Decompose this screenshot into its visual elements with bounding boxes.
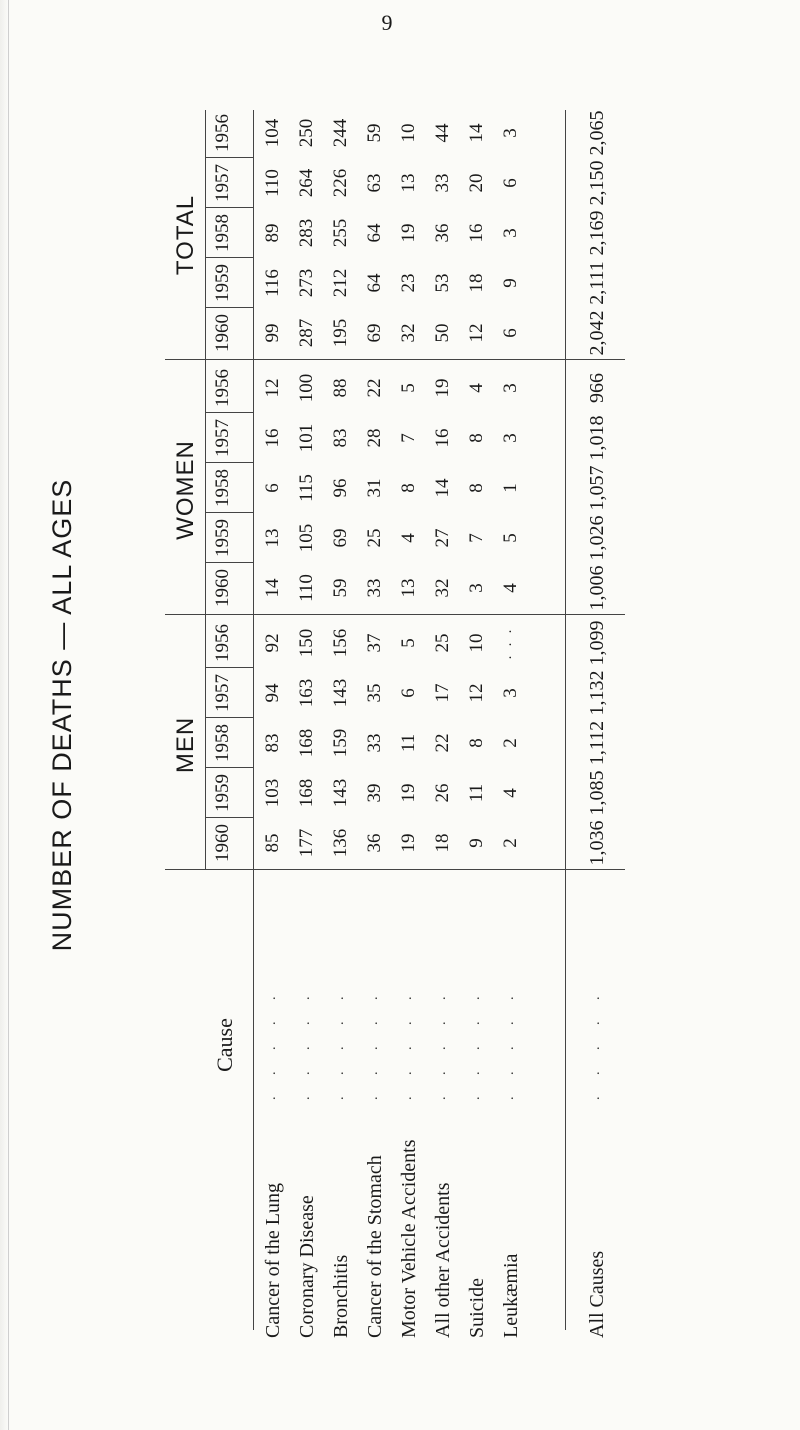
- table-cell: 12: [466, 683, 487, 703]
- table-cell: 35: [364, 683, 385, 703]
- table-cell: 101: [296, 423, 317, 453]
- table-cell: 116: [262, 269, 283, 297]
- table-cell: 4: [398, 533, 419, 543]
- group-label-men: MEN: [172, 716, 199, 774]
- table-cell: 5: [398, 383, 419, 393]
- table-cell: 3: [500, 383, 521, 393]
- table-cell: 8: [466, 433, 487, 443]
- table-cell: 25: [432, 633, 453, 653]
- table-cell: 177: [296, 828, 317, 858]
- table-cell: 156: [330, 628, 351, 658]
- column-rule: [165, 359, 625, 360]
- year-header: 1957: [212, 419, 233, 457]
- table-cell: 92: [262, 633, 283, 653]
- year-header: 1960: [212, 824, 233, 862]
- cause-column-header: Cause: [212, 1018, 237, 1072]
- leader-dots: . . . . .: [366, 987, 381, 1100]
- year-rule: [205, 412, 253, 413]
- table-cell: 33: [364, 733, 385, 753]
- table-cell: 69: [364, 323, 385, 343]
- table-cell: 3: [466, 583, 487, 593]
- table-cell: 89: [262, 223, 283, 243]
- year-header: 1957: [212, 674, 233, 712]
- total-cell: 1,112: [586, 720, 608, 766]
- total-cell: 1,057: [586, 465, 608, 511]
- table-cell: 85: [262, 833, 283, 853]
- total-cell: 1,036: [586, 820, 608, 866]
- table-cell: 18: [466, 273, 487, 293]
- table-cell: 104: [262, 118, 283, 148]
- total-cell: 1,132: [586, 670, 608, 716]
- table-cell: 36: [432, 223, 453, 243]
- total-cell: 1,026: [586, 515, 608, 561]
- table-cell: 115: [296, 474, 317, 502]
- table-cell: 11: [398, 733, 419, 753]
- year-header: 1958: [212, 469, 233, 507]
- table-cell: 26: [432, 783, 453, 803]
- total-cell: 2,169: [586, 210, 608, 256]
- leader-dots: . . . . .: [264, 987, 279, 1100]
- table-cell: 1: [500, 483, 521, 493]
- table-cell: 150: [296, 628, 317, 658]
- table-cell: 44: [432, 123, 453, 143]
- table-cell: 255: [330, 218, 351, 248]
- year-header: 1960: [212, 314, 233, 352]
- total-cell: 2,042: [586, 310, 608, 356]
- cause-name: Cancer of the Stomach: [364, 1155, 386, 1338]
- table-cell: 8: [466, 483, 487, 493]
- table-cell: 28: [364, 428, 385, 448]
- leader-dots: . . . . .: [400, 987, 415, 1100]
- table-cell: 5: [500, 533, 521, 543]
- table-cell: 18: [432, 833, 453, 853]
- table-cell: 2: [500, 838, 521, 848]
- table-cell: 12: [262, 378, 283, 398]
- cause-name-all: All Causes: [586, 1250, 608, 1338]
- table-cell: 110: [262, 169, 283, 197]
- table-cell: 250: [296, 118, 317, 148]
- table-cell: 6: [398, 688, 419, 698]
- table-cell: 27: [432, 528, 453, 548]
- year-rule: [205, 667, 253, 668]
- header-rule: [253, 110, 254, 1330]
- table-cell: 10: [398, 123, 419, 143]
- table-cell: 7: [398, 433, 419, 443]
- year-rule: [205, 562, 253, 563]
- year-header: 1956: [212, 369, 233, 407]
- page-number: 9: [381, 10, 393, 35]
- year-rule: [205, 257, 253, 258]
- cause-name: Motor Vehicle Accidents: [398, 1139, 420, 1338]
- table-cell: 110: [296, 574, 317, 602]
- table-cell: 195: [330, 318, 351, 348]
- year-header: 1956: [212, 624, 233, 662]
- table-cell: 37: [364, 633, 385, 653]
- table-cell: 103: [262, 778, 283, 808]
- table-cell: 4: [500, 788, 521, 798]
- year-rule: [205, 512, 253, 513]
- table-cell: 23: [398, 273, 419, 293]
- table-title: NUMBER OF DEATHS — ALL AGES: [47, 478, 77, 952]
- year-rule: [205, 157, 253, 158]
- leader-dots: . . . . .: [468, 987, 483, 1100]
- table-cell: 6: [500, 328, 521, 338]
- table-cell: 12: [466, 323, 487, 343]
- group-header-rule: [205, 110, 206, 870]
- cause-name: Leukæmia: [500, 1253, 522, 1338]
- leader-dots: . . . . .: [298, 987, 313, 1100]
- column-rule: [165, 869, 625, 870]
- year-header: 1957: [212, 164, 233, 202]
- table-cell: 14: [262, 578, 283, 598]
- table-cell: 22: [364, 378, 385, 398]
- table-cell: 4: [500, 583, 521, 593]
- table-cell: 39: [364, 783, 385, 803]
- table-cell: 94: [262, 683, 283, 703]
- year-rule: [205, 207, 253, 208]
- cause-name: Coronary Disease: [296, 1195, 318, 1338]
- table-cell: 83: [330, 428, 351, 448]
- table-cell: 3: [500, 228, 521, 238]
- table-cell: 2: [500, 738, 521, 748]
- cause-name: All other Accidents: [432, 1182, 454, 1338]
- cause-name: Cancer of the Lung: [262, 1183, 284, 1338]
- year-header: 1956: [212, 114, 233, 152]
- table-cell: 168: [296, 728, 317, 758]
- table-cell: 283: [296, 218, 317, 248]
- table-cell: 3: [500, 433, 521, 443]
- table-cell: 6: [262, 483, 283, 493]
- table-cell: 20: [466, 173, 487, 193]
- table-cell: 8: [466, 738, 487, 748]
- table-cell: 19: [432, 378, 453, 398]
- table-cell: 59: [330, 578, 351, 598]
- year-rule: [205, 307, 253, 308]
- table-cell: 32: [398, 323, 419, 343]
- table-cell: 159: [330, 728, 351, 758]
- total-cell: 966: [586, 373, 608, 403]
- table-cell: 7: [466, 533, 487, 543]
- table-cell: 33: [432, 173, 453, 193]
- total-cell: 1,085: [586, 770, 608, 816]
- table-cell: 14: [432, 478, 453, 498]
- group-label-women: WOMEN: [172, 440, 199, 540]
- leader-dots: . . . . .: [588, 987, 603, 1100]
- group-label-total: TOTAL: [172, 194, 199, 276]
- table-cell: 63: [364, 173, 385, 193]
- table-cell: 13: [262, 528, 283, 548]
- table-cell: 11: [466, 783, 487, 803]
- table-cell: 83: [262, 733, 283, 753]
- table-cell: 99: [262, 323, 283, 343]
- table-cell: 59: [364, 123, 385, 143]
- year-header: 1958: [212, 724, 233, 762]
- table-cell: 32: [432, 578, 453, 598]
- table-cell: 69: [330, 528, 351, 548]
- total-cell: 1,006: [586, 565, 608, 611]
- table-cell: 273: [296, 268, 317, 298]
- table-cell: 13: [398, 173, 419, 193]
- table-cell: 6: [500, 178, 521, 188]
- table-cell: 22: [432, 733, 453, 753]
- table-cell: 13: [398, 578, 419, 598]
- table-cell: 10: [466, 633, 487, 653]
- year-header: 1960: [212, 569, 233, 607]
- table-cell: 5: [398, 638, 419, 648]
- table-cell: 100: [296, 373, 317, 403]
- leader-dots: . . . . .: [434, 987, 449, 1100]
- table-cell: 9: [500, 278, 521, 288]
- table-cell: 25: [364, 528, 385, 548]
- table-cell: 64: [364, 273, 385, 293]
- table-cell: 16: [432, 428, 453, 448]
- table-cell: 19: [398, 783, 419, 803]
- total-cell: 1,099: [586, 620, 608, 666]
- table-cell: 33: [364, 578, 385, 598]
- table-cell: 3: [500, 128, 521, 138]
- table-cell: 64: [364, 223, 385, 243]
- year-header: 1959: [212, 774, 233, 812]
- table-cell: 19: [398, 833, 419, 853]
- table-cell: 88: [330, 378, 351, 398]
- year-header: 1958: [212, 214, 233, 252]
- year-rule: [205, 462, 253, 463]
- table-cell: 105: [296, 523, 317, 553]
- table-cell: 16: [466, 223, 487, 243]
- total-cell: 2,111: [586, 261, 608, 305]
- table-cell: 96: [330, 478, 351, 498]
- table-cell: 16: [262, 428, 283, 448]
- table-cell: 53: [432, 273, 453, 293]
- total-cell: 2,065: [586, 110, 608, 156]
- cause-name: Suicide: [466, 1278, 488, 1338]
- table-cell: . . .: [500, 626, 515, 660]
- table-cell: 143: [330, 678, 351, 708]
- leader-dots: . . . . .: [502, 987, 517, 1100]
- table-cell: 168: [296, 778, 317, 808]
- table-cell: 17: [432, 683, 453, 703]
- year-header: 1959: [212, 519, 233, 557]
- cause-name: Bronchitis: [330, 1254, 352, 1338]
- table-cell: 50: [432, 323, 453, 343]
- year-rule: [205, 817, 253, 818]
- table-cell: 31: [364, 478, 385, 498]
- table-cell: 264: [296, 168, 317, 198]
- table-cell: 226: [330, 168, 351, 198]
- table-cell: 8: [398, 483, 419, 493]
- leader-dots: . . . . .: [332, 987, 347, 1100]
- table-cell: 212: [330, 268, 351, 298]
- table-cell: 163: [296, 678, 317, 708]
- table-cell: 3: [500, 688, 521, 698]
- total-cell: 2,150: [586, 160, 608, 206]
- table-cell: 287: [296, 318, 317, 348]
- table-cell: 36: [364, 833, 385, 853]
- year-rule: [205, 717, 253, 718]
- total-rule: [565, 110, 566, 1330]
- table-cell: 19: [398, 223, 419, 243]
- table-cell: 143: [330, 778, 351, 808]
- table-cell: 244: [330, 118, 351, 148]
- total-cell: 1,018: [586, 415, 608, 461]
- year-rule: [205, 767, 253, 768]
- table-cell: 136: [330, 828, 351, 858]
- year-header: 1959: [212, 264, 233, 302]
- table-cell: 4: [466, 383, 487, 393]
- table-cell: 14: [466, 123, 487, 143]
- column-rule: [165, 614, 625, 615]
- table-cell: 9: [466, 838, 487, 848]
